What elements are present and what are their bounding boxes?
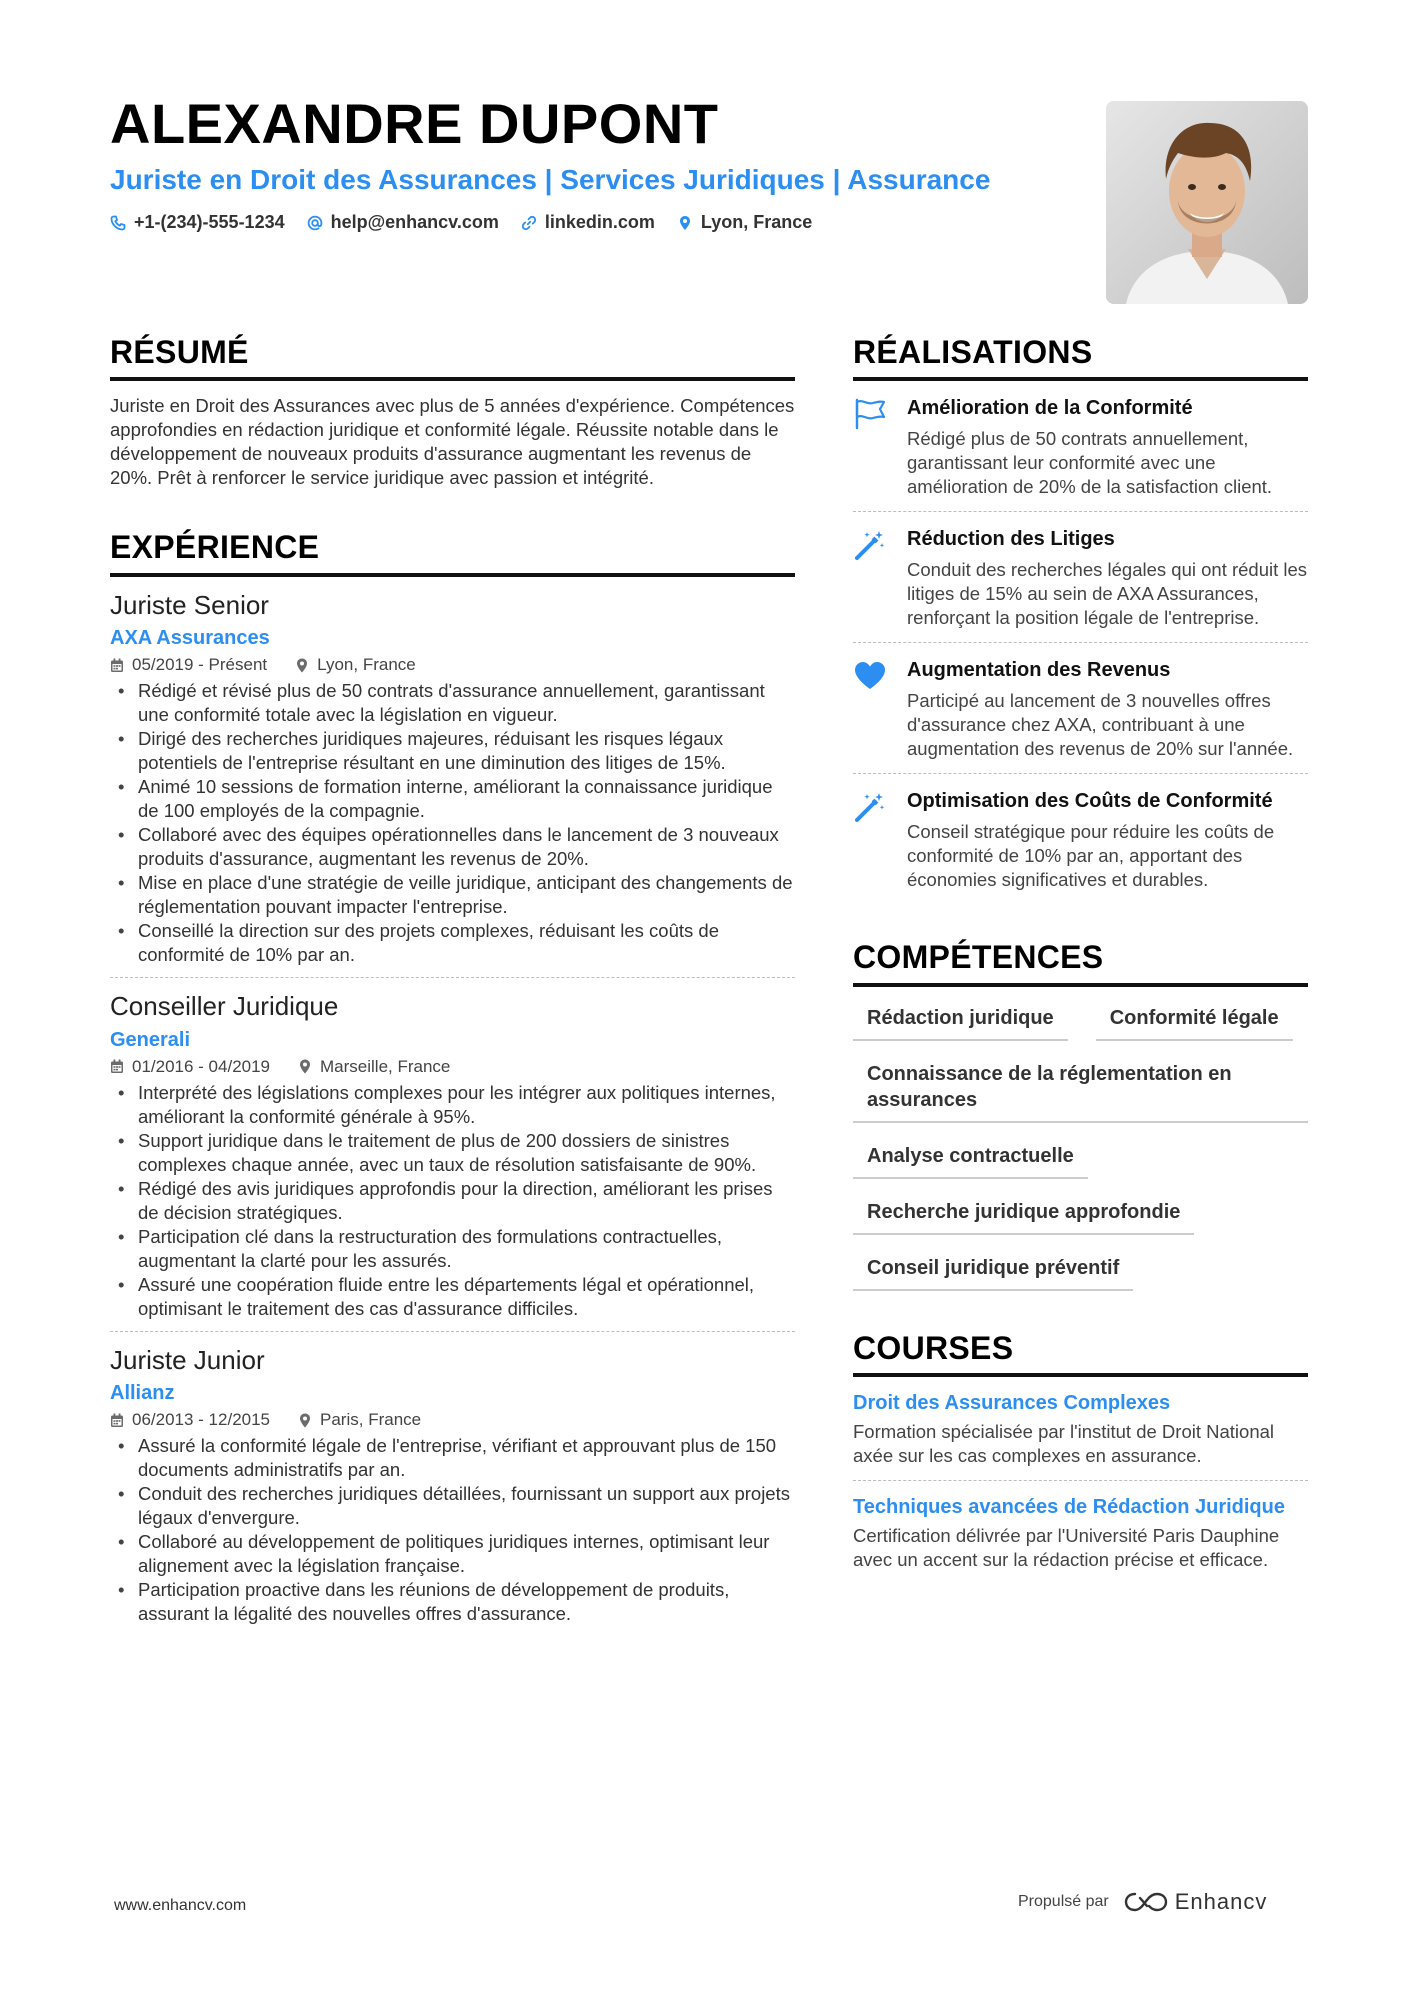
footer-website[interactable]: www.enhancv.com: [114, 1897, 247, 1914]
contact-phone-text: +1-(234)-555-1234: [134, 212, 285, 232]
contact-location-text: Lyon, France: [700, 212, 813, 232]
location-pin-icon: [677, 215, 693, 231]
courses-heading: COURSES: [853, 1329, 1308, 1377]
magic-wand-icon: [853, 528, 887, 562]
job-meta: [110, 1410, 795, 1430]
achievement-item: [853, 643, 1308, 774]
job-meta: [110, 655, 795, 675]
summary-text: Juriste en Droit des Assurances avec plus de 5 années d'expérience. Compétences approfondies en rédaction juridique et conformité légale. Réussite notable dans le développement de nouveaux produits d'assurance augmentant les revenus de 20%. Prêt à renforcer le service juridique avec passion et intégrité.: [110, 395, 795, 489]
course-title: Droit des Assurances Complexes: [853, 1392, 1171, 1415]
job-location: [295, 655, 416, 675]
footer-branding: [1018, 1889, 1267, 1915]
contact-linkedin[interactable]: [521, 212, 655, 233]
achievements-heading: RÉALISATIONS: [853, 333, 1308, 381]
link-icon: [521, 215, 537, 231]
job-bullet: • Interprété des législations complexes pour les intégrer aux politiques internes, améliorant la conformité générale à 95%.: [110, 1081, 795, 1129]
course-item: [853, 1390, 1308, 1481]
course-title: Techniques avancées de Rédaction Juridique: [853, 1496, 1285, 1519]
job-location-text: Marseille, France: [320, 1056, 451, 1076]
job-bullet: • Collaboré au développement de politiques juridiques internes, optimisant leur alignement avec la législation française.: [110, 1530, 795, 1578]
job-bullet: • Conduit des recherches juridiques détaillées, fournissant un support aux projets légaux d'envergure.: [110, 1482, 795, 1530]
contact-email[interactable]: [307, 212, 499, 233]
job-location: [298, 1057, 450, 1077]
job-bullet: • Rédigé des avis juridiques approfondis pour la direction, améliorant les prises de décision stratégiques.: [110, 1177, 795, 1225]
calendar-icon: [110, 658, 124, 673]
achievement-title: Optimisation des Coûts de Conformité: [907, 790, 1273, 813]
location-pin-icon: [295, 658, 309, 673]
brand-name: Enhancv: [1174, 1889, 1268, 1914]
skill-tag: Conseil juridique préventif: [853, 1249, 1133, 1291]
powered-by-label: Propulsé par: [1018, 1893, 1109, 1910]
achievement-desc: Rédigé plus de 50 contrats annuellement, garantissant leur conformité avec une amélioration de 20% de la satisfaction client.: [907, 428, 1273, 498]
job-bullet: • Conseillé la direction sur des projets complexes, réduisant les coûts de conformité de 10% par an.: [110, 919, 795, 967]
phone-icon: [110, 215, 126, 231]
job-title: Juriste Senior: [110, 589, 269, 620]
job-bullet: • Rédigé et révisé plus de 50 contrats d'assurance annuellement, garantissant une conformité totale avec la législation en vigueur.: [110, 679, 795, 727]
experience-entry: [110, 589, 795, 979]
job-bullet: • Support juridique dans le traitement de plus de 200 dossiers de sinistres complexes chaque année, avec un taux de résolution satisfaisante de 90%.: [110, 1129, 795, 1177]
job-title: Juriste Junior: [110, 1344, 265, 1375]
experience-heading: EXPÉRIENCE: [110, 528, 795, 576]
skill-tag: Analyse contractuelle: [853, 1137, 1088, 1179]
job-bullet: • Participation clé dans la restructuration des formulations contractuelles, augmentant la clarté pour les assurés.: [110, 1225, 795, 1273]
course-desc: Certification délivrée par l'Université Paris Dauphine avec un accent sur la rédaction précise et efficace.: [853, 1525, 1280, 1571]
achievement-title: Amélioration de la Conformité: [907, 397, 1193, 420]
job-bullets: [110, 1081, 795, 1321]
magic-wand-icon: [853, 790, 887, 824]
skill-tag: Rédaction juridique: [853, 999, 1068, 1041]
achievement-title: Augmentation des Revenus: [907, 659, 1171, 682]
job-bullets: [110, 1434, 795, 1626]
skill-tag: Connaissance de la réglementation en assurances: [853, 1055, 1308, 1123]
job-dates: [110, 1057, 270, 1077]
candidate-headline: Juriste en Droit des Assurances | Services Juridiques | Assurance: [110, 164, 991, 195]
job-location-text: Paris, France: [320, 1410, 422, 1430]
job-location-text: Lyon, France: [317, 655, 416, 675]
job-company: AXA Assurances: [110, 627, 270, 650]
job-bullet: • Assuré une coopération fluide entre les départements légal et opérationnel, optimisant le traitement des cas d'assurance difficiles.: [110, 1273, 795, 1321]
calendar-icon: [110, 1059, 124, 1074]
achievement-item: [853, 774, 1308, 904]
experience-entry: [110, 990, 795, 1332]
achievement-item: [853, 512, 1308, 643]
job-bullet: • Assuré la conformité légale de l'entreprise, vérifiant et approuvant plus de 150 documents administratifs par an.: [110, 1434, 795, 1482]
skills-section: [853, 938, 1308, 1290]
candidate-name: ALEXANDRE DUPONT: [110, 92, 719, 155]
location-pin-icon: [298, 1059, 312, 1074]
achievement-desc: Conseil stratégique pour réduire les coûts de conformité de 10% par an, apportant des économies significatives et durables.: [907, 821, 1275, 891]
job-bullet: • Mise en place d'une stratégie de veille juridique, anticipant des changements de réglementation pouvant impacter l'entreprise.: [110, 871, 795, 919]
job-title: Conseiller Juridique: [110, 991, 339, 1022]
summary-section: [110, 333, 795, 490]
contact-bar: [110, 212, 812, 233]
job-bullet: • Participation proactive dans les réunions de développement de produits, assurant la légalité des nouvelles offres d'assurance.: [110, 1578, 795, 1626]
experience-entry: [110, 1344, 795, 1627]
flag-icon: [853, 397, 887, 431]
left-column: [110, 333, 795, 1626]
calendar-icon: [110, 1413, 124, 1428]
job-dates: [110, 1410, 270, 1430]
brand-logo[interactable]: [1123, 1889, 1268, 1915]
job-bullets: [110, 679, 795, 967]
location-pin-icon: [298, 1413, 312, 1428]
contact-phone[interactable]: [110, 212, 285, 233]
right-column: [853, 333, 1308, 1572]
at-icon: [307, 215, 323, 231]
experience-section: [110, 528, 795, 1626]
job-company: Allianz: [110, 1382, 175, 1405]
course-desc: Formation spécialisée par l'institut de Droit National axée sur les cas complexes en assurance.: [853, 1421, 1275, 1467]
profile-photo: [1106, 101, 1308, 304]
skills-heading: COMPÉTENCES: [853, 938, 1308, 986]
job-dates-text: 06/2013 - 12/2015: [132, 1410, 271, 1430]
courses-section: [853, 1329, 1308, 1572]
heart-icon: [853, 659, 887, 693]
achievement-item: [853, 381, 1308, 512]
skill-tag: Conformité légale: [1096, 999, 1293, 1041]
job-company: Generali: [110, 1028, 191, 1051]
job-bullet: • Animé 10 sessions de formation interne, améliorant la connaissance juridique de 100 employés de la compagnie.: [110, 775, 795, 823]
contact-linkedin-text: linkedin.com: [544, 212, 655, 232]
infinity-logo-icon: [1123, 1889, 1169, 1915]
job-bullet: • Collaboré avec des équipes opérationnelles dans le lancement de 3 nouveaux produits d'assurance, augmentant les revenus de 20%.: [110, 823, 795, 871]
achievement-desc: Participé au lancement de 3 nouvelles offres d'assurance chez AXA, contribuant à une augmentation des revenus de 20% sur l'année.: [907, 690, 1294, 760]
contact-email-text: help@enhancv.com: [330, 212, 499, 232]
achievement-desc: Conduit des recherches légales qui ont réduit les litiges de 15% au sein de AXA Assurances, renforçant la position légale de l'entreprise.: [907, 559, 1308, 629]
course-item: [853, 1494, 1308, 1572]
course-divider: [853, 1480, 1308, 1481]
job-bullet: • Dirigé des recherches juridiques majeures, réduisant les risques légaux potentiels de l'entreprise résultant en une diminution des litiges de 15%.: [110, 727, 795, 775]
skills-list: [853, 999, 1308, 1291]
job-dates-text: 01/2016 - 04/2019: [132, 1056, 271, 1076]
summary-heading: RÉSUMÉ: [110, 333, 795, 381]
skill-tag: Recherche juridique approfondie: [853, 1193, 1194, 1235]
profile-photo-illustration: [1106, 101, 1308, 304]
job-dates-text: 05/2019 - Présent: [132, 655, 268, 675]
entry-divider: [110, 977, 795, 978]
job-dates: [110, 655, 267, 675]
entry-divider: [110, 1331, 795, 1332]
contact-location: [677, 212, 812, 233]
job-location: [298, 1410, 421, 1430]
job-meta: [110, 1057, 795, 1077]
achievements-section: [853, 333, 1308, 904]
achievement-title: Réduction des Litiges: [907, 528, 1115, 551]
